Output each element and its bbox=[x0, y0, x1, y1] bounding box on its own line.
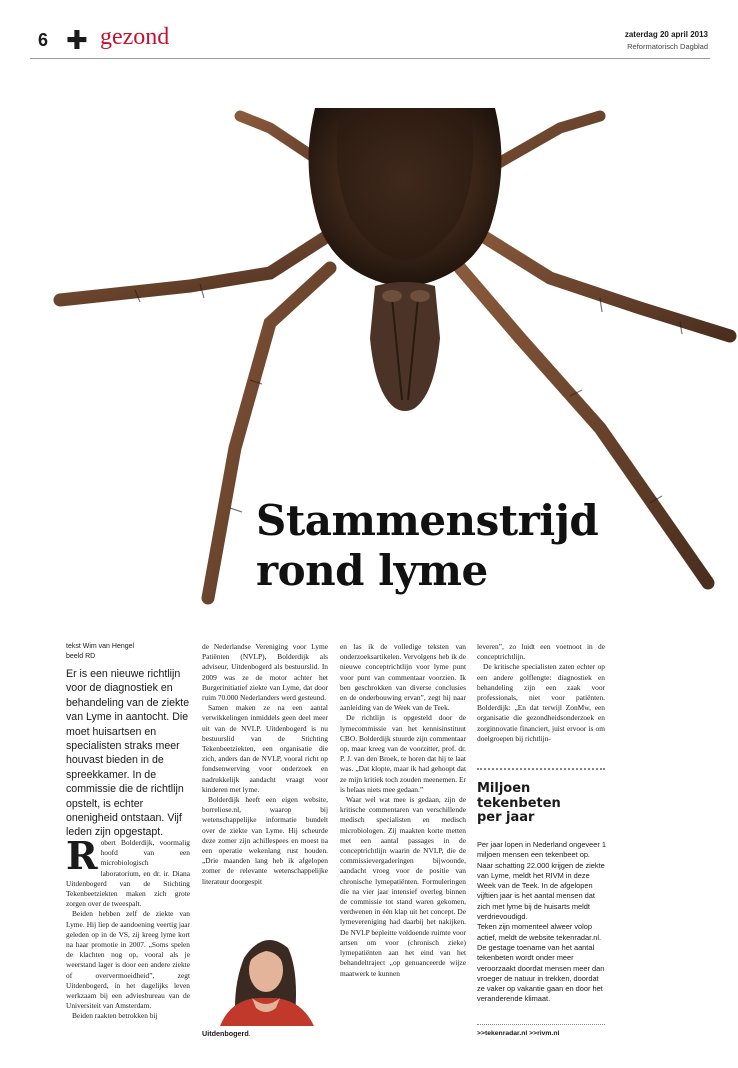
article-column-1 bbox=[66, 838, 190, 1043]
article-headline: Stammenstrijd rond lyme bbox=[256, 496, 599, 595]
page-number: 6 bbox=[38, 30, 49, 50]
photo-caption bbox=[202, 1029, 251, 1038]
sidebar-paragraph: Teken zijn momenteel alweer volop actief, meldt de website tekenradar.nl. bbox=[477, 922, 602, 942]
sidebar-bottom-rule bbox=[477, 1024, 605, 1025]
page-header bbox=[30, 24, 710, 59]
sidebar-links[interactable]: >>tekenradar.nl >>rivm.nl bbox=[477, 1030, 560, 1037]
paragraph: en las ik de volledige teksten van onderzoeksartikelen. Vervolgens heb ik de nieuwe conceptrichtlijn voor lyme punt voor punt van commentaar voorzien. Ik ben geschrokken van diverse conclusies en de onderbouwing ervan”, zegt hij naar aanleiding van de Week van de Teek. bbox=[340, 642, 466, 713]
paragraph: Beiden hebben zelf de ziekte van Lyme. Hij liep de aandoening veertig jaar geleden op in de VS, zij kreeg lyme kort na haar promotie in 2007. „Soms spelen de klachten nog op, vooral als je weerstand lager is door een andere ziekte of oververmoeidheid”, zegt Uitdenbogerd, in het dagelijks leven werkzaam bij een adviesbureau van de Universiteit van Amsterdam. bbox=[66, 909, 190, 1011]
article-column-4 bbox=[477, 642, 605, 750]
sidebar-body bbox=[477, 840, 607, 1005]
newspaper-name: Reformatorisch Dagblad bbox=[627, 42, 708, 51]
sidebar-paragraph: Per jaar lopen in Nederland ongeveer 1 miljoen mensen een tekenbeet op. Naar schatting 22.000 krijgen de ziekte van Lyme, meldt het RIVM in deze Week van de Teek. In de afgelopen vijftien jaar is het aantal mensen dat zich met lyme bij de huisarts meldt verdrievoudigd. bbox=[477, 840, 607, 922]
portrait-photo bbox=[202, 918, 326, 1026]
paragraph: Beiden raakten betrokken bij bbox=[72, 1011, 158, 1021]
issue-date: zaterdag 20 april 2013 bbox=[624, 30, 708, 39]
paragraph: Waar wel wat mee is gedaan, zijn de kritische commentaren van verschillende medisch specialisten en medisch microbiologen. Zij maakten korte metten met een aantal passages in de conceptrichtlijn waarin de NVLP, die de commissievergaderingen bijwoonde, aandacht vroeg voor de positie van chronische lymepatiënten. Formuleringen die na vier jaar intensief overleg binnen de commissie tot stand waren gekomen, verdwenen in één klap uit het concept. De lymevereniging had daarbij het nakijken. De NVLP bepleitte voldoende ruimte voor artsen om voor (chronisch zieke) lymepatiënten aan het eind van het behandeltraject „op genuanceerde wijze maatwerk te kunnen bbox=[340, 795, 466, 978]
sidebar-title: Miljoen tekenbeten per jaar bbox=[477, 781, 561, 825]
sidebar-top-rule bbox=[477, 768, 605, 770]
paragraph: de Nederlandse Vereniging voor Lyme Patiënten (NVLP), Bolderdijk als adviseur, Uitdenbogerd als bestuurslid. In 2009 was ze de motor achter het Burgerinitiatief ziekte van Lyme, dat door ruim 70.000 Nederlanders werd gesteund. bbox=[202, 642, 328, 703]
section-title: gezond bbox=[100, 24, 170, 50]
caption-punct: . bbox=[248, 1029, 251, 1038]
drop-cap: R bbox=[66, 838, 98, 878]
caption-name: Uitdenbogerd bbox=[202, 1029, 249, 1038]
byline-author: tekst Wim van Hengel bbox=[66, 643, 135, 650]
paragraph: De kritische specialisten zaten echter op een andere golflengte: diagnostiek en behandeling zijn een zaak voor professionals, niet voor patiënten. Bolderdijk: „En dat terwijl ZonMw, een organisatie die gezondheidsonderzoek en zorginnovatie financiert, juist ervoor is om doelgroepen bij richtlijn- bbox=[477, 662, 605, 743]
byline bbox=[66, 642, 134, 662]
paragraph: De richtlijn is opgesteld door de lymecommissie van het kennisinstituut CBO. Bolderdijk stuurde zijn commentaar op, maar kreeg van de voorzitter, prof. dr. P. J. van den Broek, te horen dat hij te laat was. „Dat klopte, maar ik had gehoopt dat ze mijn kritiek toch zouden meenemen. Er is helaas niets mee gedaan.” bbox=[340, 713, 466, 794]
article-column-3 bbox=[340, 642, 466, 1042]
article-column-2 bbox=[202, 642, 328, 914]
paragraph: Bolderdijk heeft een eigen website, borreliose.nl, waarop bij wetenschappelijke informatie bundelt over de ziekte van Lyme. Hij scheurde deze zomer zijn achillespees en moest na een operatie wekenlang rust houden. „Drie maanden lang heb ik afgelopen zomer de relevante wetenschappelijke literatuur doorgespit bbox=[202, 795, 328, 886]
paragraph: Samen maken ze na een aantal verwikkelingen inmiddels geen deel meer uit van de NVLP. Uitdenbogerd is nu bestuurslid van de Stichting Tekenbeetziekten, een organisatie die zich, anders dan de NVLP, vooral richt op fondsenwerving voor onderzoek en nadrukkelijk aandacht vraagt voor kinderen met lyme. bbox=[202, 703, 328, 794]
paragraph: leveren”, zo luidt een voetnoot in de conceptrichtlijn. bbox=[477, 642, 605, 662]
sidebar-paragraph: De gestage toename van het aantal tekenbeten wordt onder meer veroorzaakt doordat mensen meer dan vroeger de natuur in trekken, doordat ze vaker op vakantie gaan en door het veranderende klimaat. bbox=[477, 942, 605, 1004]
byline-photo-credit: beeld RD bbox=[66, 653, 96, 660]
paragraph: obert Bolderdijk, voormalig hoofd van een microbiologisch laboratorium, en dr. ir. Diana Uitdenbogerd van de Stichting Tekenbeetziekten maken zich grote zorgen over de tweespalt. bbox=[66, 838, 190, 909]
article-intro: Er is een nieuwe richtlijn voor de diagnostiek en behandeling van de ziekte van Lyme in aantocht. Die moet huisartsen en specialisten straks meer houvast bieden in de spreekkamer. In de commissie die de richtlijn opstelt, is echter onenigheid ontstaan. Vijf leden zijn opgestapt. bbox=[66, 668, 190, 839]
plus-icon: ✚ bbox=[66, 26, 88, 56]
